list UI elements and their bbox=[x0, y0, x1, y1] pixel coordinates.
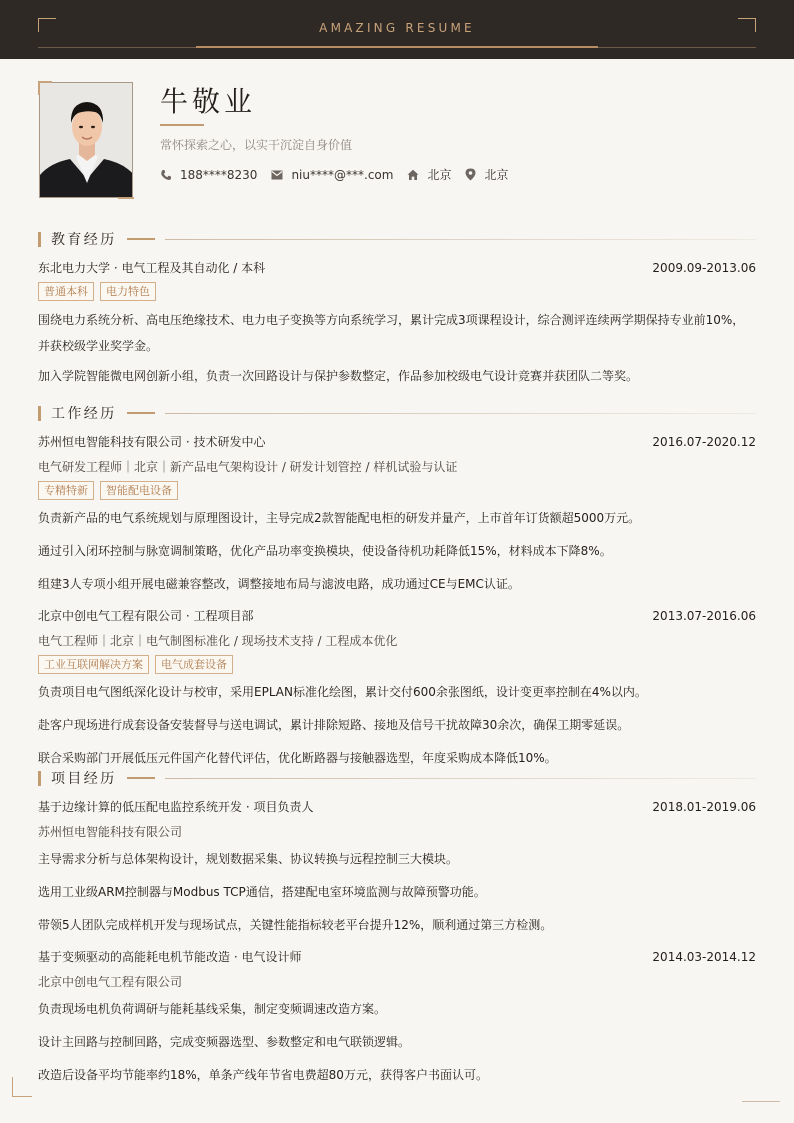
company-title: 苏州恒电智能科技有限公司 · 技术研发中心 bbox=[38, 435, 266, 449]
brand-title: AMAZING RESUME bbox=[319, 21, 475, 35]
avatar-corner-accent bbox=[38, 81, 52, 83]
section-title: 项目经历 bbox=[51, 771, 117, 787]
contact-location bbox=[465, 166, 508, 183]
work-entry bbox=[38, 607, 756, 766]
section-accent-line bbox=[127, 412, 155, 414]
project-bullet: 设计主回路与控制回路，完成变频器选型、参数整定和电气联锁逻辑。 bbox=[38, 1035, 411, 1049]
section-divider bbox=[165, 239, 756, 240]
project-entry bbox=[38, 948, 756, 1083]
section-marker bbox=[38, 406, 41, 421]
section-marker bbox=[38, 232, 41, 247]
bullet-list bbox=[38, 509, 756, 592]
bullet-list bbox=[38, 1000, 756, 1083]
section-divider bbox=[165, 413, 756, 414]
project-bullet: 主导需求分析与总体架构设计，规划数据采集、协议转换与远程控制三大模块。 bbox=[38, 852, 459, 866]
mail-icon bbox=[271, 170, 283, 180]
entry-header bbox=[38, 798, 756, 815]
work-bullet: 赴客户现场进行成套设备安装督导与送电调试，累计排除短路、接地及信号干扰故障30余次，确保工期零延误。 bbox=[38, 718, 630, 732]
work-bullet: 负责项目电气图纸深化设计与校审，采用EPLAN标准化绘图，累计交付600余张图纸，设计变更率控制在4%以内。 bbox=[38, 685, 647, 699]
avatar-frame bbox=[38, 81, 134, 199]
entry-date: 2016.07-2020.12 bbox=[652, 434, 756, 449]
contact-phone bbox=[160, 168, 257, 182]
tag-list bbox=[38, 481, 756, 500]
location-pin-icon bbox=[465, 168, 476, 181]
section-accent-line bbox=[127, 777, 155, 779]
contact-email bbox=[271, 168, 393, 182]
avatar-corner-accent bbox=[118, 197, 134, 199]
projects-section bbox=[38, 768, 756, 1083]
section-title: 工作经历 bbox=[51, 406, 117, 422]
phone-value: 188****8230 bbox=[180, 167, 258, 182]
tag: 工业互联网解决方案 bbox=[38, 655, 149, 674]
project-org: 北京中创电气工程有限公司 bbox=[38, 975, 183, 989]
bullet-list bbox=[38, 683, 756, 766]
education-entry bbox=[38, 259, 756, 389]
home-icon bbox=[407, 169, 419, 181]
entry-header bbox=[38, 948, 756, 965]
entry-date: 2013.07-2016.06 bbox=[652, 608, 756, 623]
project-title: 基于边缘计算的低压配电监控系统开发 · 项目负责人 bbox=[38, 800, 314, 814]
school-title: 东北电力大学 · 电气工程及其自动化 / 本科 bbox=[38, 261, 266, 275]
contact-row bbox=[160, 166, 522, 183]
tag-list bbox=[38, 655, 756, 674]
tag: 专精特新 bbox=[38, 481, 94, 500]
section-marker bbox=[38, 771, 41, 786]
project-bullet: 选用工业级ARM控制器与Modbus TCP通信，搭建配电室环境监测与故障预警功能。 bbox=[38, 885, 486, 899]
candidate-motto: 常怀探索之心，以实干沉淀自身价值 bbox=[160, 138, 353, 152]
work-bullet: 负责新产品的电气系统规划与原理图设计，主导完成2款智能配电柜的研发并量产，上市首年订货额超5000万元。 bbox=[38, 511, 641, 525]
header-band bbox=[0, 0, 794, 59]
name-underline bbox=[160, 124, 204, 126]
tag: 普通本科 bbox=[38, 282, 94, 301]
role-line: 电气研发工程师｜北京｜新产品电气架构设计 / 研发计划管控 / 样机试验与认证 bbox=[38, 460, 458, 474]
entry-header bbox=[38, 607, 756, 624]
location-value: 北京 bbox=[484, 168, 509, 182]
entry-date: 2009.09-2013.06 bbox=[652, 260, 756, 275]
project-entry bbox=[38, 798, 756, 933]
project-bullet: 改造后设备平均节能率约18%，单条产线年节省电费超80万元，获得客户书面认可。 bbox=[38, 1068, 488, 1082]
education-section bbox=[38, 229, 756, 389]
section-divider bbox=[165, 778, 756, 779]
bullet-list bbox=[38, 850, 756, 933]
project-bullet: 带领5人团队完成样机开发与现场试点，关键性能指标较老平台提升12%，顺利通过第三方检测。 bbox=[38, 918, 553, 932]
avatar-corner-accent bbox=[38, 81, 40, 95]
entry-date: 2018.01-2019.06 bbox=[652, 799, 756, 814]
entry-date: 2014.03-2014.12 bbox=[652, 949, 756, 964]
entry-header bbox=[38, 433, 756, 450]
tag: 智能配电设备 bbox=[100, 481, 178, 500]
work-bullet: 通过引入闭环控制与脉宽调制策略，优化产品功率变换模块，使设备待机功耗降低15%，材料成本下降8%。 bbox=[38, 544, 612, 558]
phone-icon bbox=[160, 169, 172, 181]
corner-ornament-bottom-right bbox=[742, 1101, 780, 1102]
section-title: 教育经历 bbox=[51, 232, 117, 248]
education-description: 加入学院智能微电网创新小组，负责一次回路设计与保护参数整定，作品参加校级电气设计竞赛并获团队二等奖。 bbox=[38, 369, 639, 383]
email-value: niu****@***.com bbox=[291, 167, 394, 182]
company-title: 北京中创电气工程有限公司 · 工程项目部 bbox=[38, 609, 254, 623]
avatar bbox=[39, 82, 133, 198]
section-header bbox=[38, 768, 756, 788]
header-rule-accent bbox=[196, 46, 598, 48]
work-bullet: 联合采购部门开展低压元件国产化替代评估，优化断路器与接触器选型，年度采购成本降低10%。 bbox=[38, 751, 557, 765]
project-bullet: 负责现场电机负荷调研与能耗基线采集，制定变频调速改造方案。 bbox=[38, 1002, 387, 1016]
section-header bbox=[38, 403, 756, 423]
tag-list bbox=[38, 282, 756, 301]
work-bullet: 组建3人专项小组开展电磁兼容整改，调整接地布局与滤波电路，成功通过CE与EMC认证。 bbox=[38, 577, 520, 591]
tag: 电力特色 bbox=[100, 282, 156, 301]
role-line: 电气工程师｜北京｜电气制图标准化 / 现场技术支持 / 工程成本优化 bbox=[38, 634, 398, 648]
work-section bbox=[38, 403, 756, 766]
project-title: 基于变频驱动的高能耗电机节能改造 · 电气设计师 bbox=[38, 950, 302, 964]
section-accent-line bbox=[127, 238, 155, 240]
candidate-name: 牛敬业 bbox=[160, 85, 257, 118]
project-org: 苏州恒电智能科技有限公司 bbox=[38, 825, 183, 839]
hometown-value: 北京 bbox=[427, 168, 452, 182]
contact-hometown bbox=[407, 166, 451, 183]
work-entry bbox=[38, 433, 756, 592]
tag: 电气成套设备 bbox=[155, 655, 233, 674]
corner-ornament-bottom-left bbox=[12, 1077, 32, 1097]
portrait-icon bbox=[40, 83, 133, 198]
education-description: 围绕电力系统分析、高电压绝缘技术、电力电子变换等方向系统学习，累计完成3项课程设计，综合测评连续两学期保持专业前10%，并获校级学业奖学金。 bbox=[38, 313, 745, 353]
entry-header bbox=[38, 259, 756, 276]
section-header bbox=[38, 229, 756, 249]
